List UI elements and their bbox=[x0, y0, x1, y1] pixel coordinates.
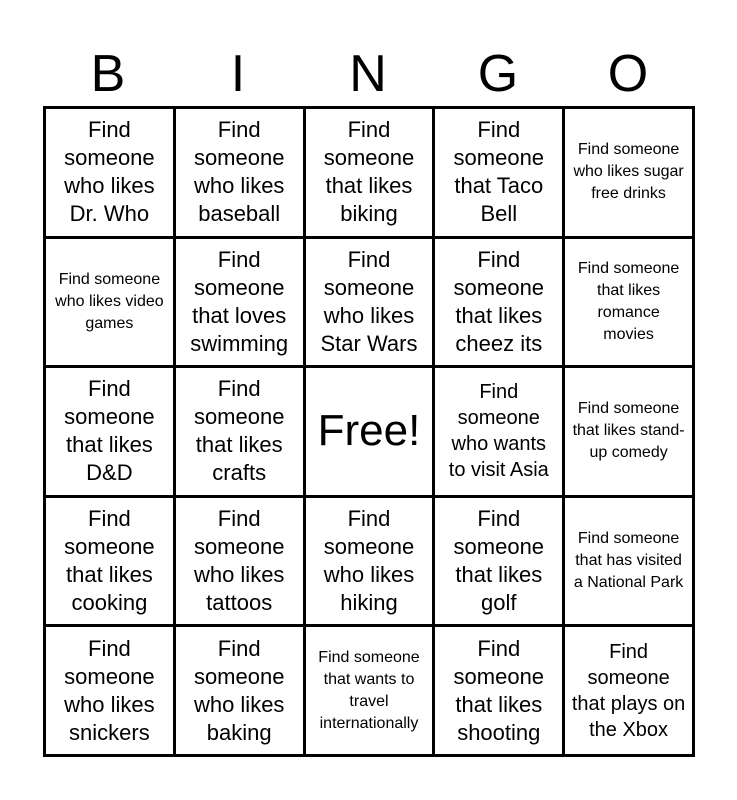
bingo-cell[interactable]: Find someone that likes romance movies bbox=[565, 239, 692, 366]
bingo-cell[interactable]: Find someone that likes crafts bbox=[176, 368, 303, 495]
bingo-cell[interactable]: Find someone that likes D&D bbox=[46, 368, 173, 495]
header-letter-o: O bbox=[607, 45, 649, 103]
bingo-cell[interactable]: Find someone that likes biking bbox=[306, 109, 433, 236]
bingo-cell[interactable]: Find someone who wants to visit Asia bbox=[435, 368, 562, 495]
bingo-cell[interactable]: Find someone who likes Dr. Who bbox=[46, 109, 173, 236]
bingo-cell[interactable]: Find someone that likes cooking bbox=[46, 498, 173, 625]
bingo-grid bbox=[43, 106, 695, 757]
bingo-cell[interactable]: Find someone who likes tattoos bbox=[176, 498, 303, 625]
bingo-cell[interactable]: Find someone that Taco Bell bbox=[435, 109, 562, 236]
bingo-cell[interactable]: Find someone who likes hiking bbox=[306, 498, 433, 625]
bingo-cell[interactable]: Find someone who likes video games bbox=[46, 239, 173, 366]
header-letter-g: G bbox=[477, 45, 519, 103]
bingo-cell[interactable]: Find someone that has visited a National Park bbox=[565, 498, 692, 625]
bingo-cell[interactable]: Find someone who likes baseball bbox=[176, 109, 303, 236]
bingo-cell[interactable]: Find someone who likes Star Wars bbox=[306, 239, 433, 366]
bingo-cell[interactable]: Find someone that plays on the Xbox bbox=[565, 627, 692, 754]
bingo-cell[interactable]: Find someone that likes golf bbox=[435, 498, 562, 625]
bingo-header bbox=[43, 42, 693, 106]
bingo-cell[interactable]: Find someone that likes shooting bbox=[435, 627, 562, 754]
bingo-cell[interactable]: Find someone that loves swimming bbox=[176, 239, 303, 366]
header-letter-n: N bbox=[349, 45, 387, 103]
header-letter-b: B bbox=[90, 45, 126, 103]
bingo-cell[interactable]: Find someone who likes snickers bbox=[46, 627, 173, 754]
bingo-cell[interactable]: Find someone who likes sugar free drinks bbox=[565, 109, 692, 236]
bingo-cell[interactable]: Find someone that likes cheez its bbox=[435, 239, 562, 366]
bingo-cell[interactable]: Find someone who likes baking bbox=[176, 627, 303, 754]
bingo-cell[interactable]: Find someone that wants to travel internationally bbox=[306, 627, 433, 754]
bingo-cell[interactable]: Find someone that likes stand-up comedy bbox=[565, 368, 692, 495]
free-space-cell[interactable]: Free! bbox=[306, 368, 433, 495]
header-letter-i: I bbox=[230, 45, 246, 103]
